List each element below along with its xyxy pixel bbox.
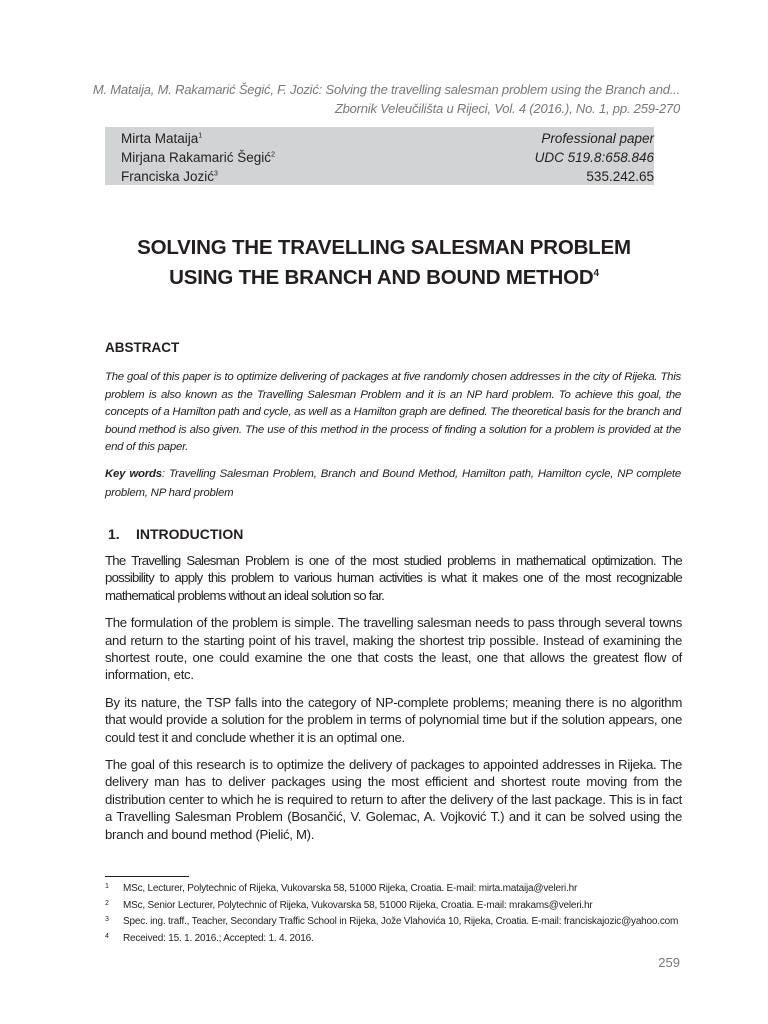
title-line2: USING THE BRANCH AND BOUND METHOD$^4$ xyxy=(169,266,599,289)
author-row xyxy=(121,167,654,186)
paragraph: The goal of this research is to optimize the delivery of packages to appointed addresses in Rijeka. The delivery man has to deliver packages using the most efficient and shortest route moving from the distribution center to which he is required to return to after the delivery of the last package. This is in fact a Travelling Salesman Problem (Bosančić, V. Golemac, A. Vojković T.) and it can be solved using the branch and bound method (Pielić, M). xyxy=(105,757,682,842)
author-row xyxy=(121,148,654,167)
author-name: Mirta Mataija$^1$ xyxy=(121,131,203,146)
footnotes xyxy=(105,881,685,947)
running-head xyxy=(80,80,680,118)
section-title: INTRODUCTION xyxy=(136,526,244,542)
author-row xyxy=(121,129,654,148)
paragraph: By its nature, the TSP falls into the category of NP-complete problems; meaning there is no algorithm that would provide a solution for the problem in terms of polynomial time but if the solution appears, one could test it and conclude whether it is an optimal one. xyxy=(105,694,682,745)
section-number: 1. xyxy=(108,526,120,542)
paragraph: The Travelling Salesman Problem is one of the most studied problems in mathematical optimization. The possibility to apply this problem to various human activities is what it makes one of the most recognizable mathematical problems without an ideal solution so far. xyxy=(105,553,682,603)
abstract-text: The goal of this paper is to optimize delivering of packages at five randomly chosen addresses in the city of Rijeka. This problem is also known as the Travelling Salesman Problem and it is an NP hard problem. To achieve this goal, the concepts of a Hamilton path and cycle, as well as a Hamilton graph are defined. The theoretical basis for the branch and bound method is also given. The use of this method in the process of finding a solution for a problem is provided at the end of this paper. xyxy=(105,371,681,453)
udc-code: UDC 519.8:658.846 xyxy=(534,150,654,165)
keywords-text: : Travelling Salesman Problem, Branch and Bound Method, Hamilton path, Hamilton cycle, NP complete problem, NP hard problem xyxy=(105,468,681,499)
introduction-body xyxy=(105,552,682,853)
keywords xyxy=(105,465,681,503)
abstract-heading: ABSTRACT xyxy=(105,340,180,355)
running-head-line2: Zbornik Veleučilišta u Rijeci, Vol. 4 (2016.), No. 1, pp. 259-270 xyxy=(334,101,680,116)
author-name: Franciska Jozić$^3$ xyxy=(121,169,218,184)
footnote: 3 Spec. ing. traff., Teacher, Secondary Traffic School in Rijeka, Jože Vlahovića 10, Rijeka, Croatia. E-mail: franciskajozic@yahoo.com xyxy=(105,916,679,927)
paragraph: The formulation of the problem is simple. The travelling salesman needs to pass through several towns and return to the starting point of his travel, making the shortest trip possible. Instead of examining the shortest route, one could examine the one that costs the least, one that allows the greatest flow of information, etc. xyxy=(105,615,682,683)
title-line1: SOLVING THE TRAVELLING SALESMAN PROBLEM xyxy=(137,236,631,259)
footnote: 4 Received: 15. 1. 2016.; Accepted: 1. 4. 2016. xyxy=(105,932,314,944)
keywords-label: Key words xyxy=(105,468,162,480)
title-footnote-ref: 4 xyxy=(593,268,599,280)
paper-title xyxy=(90,233,678,293)
footnote-divider xyxy=(105,876,189,877)
footnote: 1 MSc, Lecturer, Polytechnic of Rijeka, Vukovarska 58, 51000 Rijeka, Croatia. E-mail: mirta.mataija@veleri.hr xyxy=(105,883,578,894)
udc-code-continued: 535.242.65 xyxy=(586,169,654,184)
section-heading-introduction xyxy=(108,526,243,542)
paper-type: Professional paper xyxy=(541,131,654,146)
author-info-box xyxy=(105,127,654,185)
page-number: 259 xyxy=(658,955,680,970)
author-name: Mirjana Rakamarić Šegić$^2$ xyxy=(121,150,275,165)
footnote: 2 MSc, Senior Lecturer, Polytechnic of Rijeka, Vukovarska 58, 51000 Rijeka, Croatia. E-mail: mrakams@veleri.hr xyxy=(105,899,593,911)
running-head-line1: M. Mataija, M. Rakamarić Šegić, F. Jozić: Solving the travelling salesman problem using the Branch and... xyxy=(92,82,680,97)
